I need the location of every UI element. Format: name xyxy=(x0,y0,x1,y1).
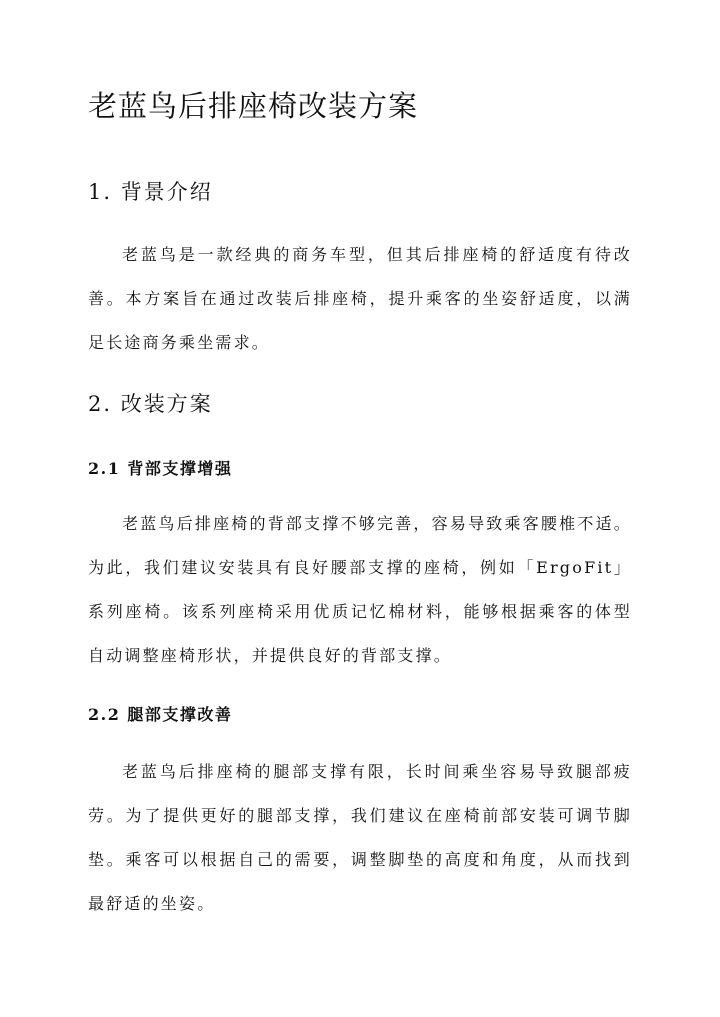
subsection-heading-leg-support: 2.2 腿部支撑改善 xyxy=(88,705,233,724)
section-body-background: 老蓝鸟是一款经典的商务车型，但其后排座椅的舒适度有待改善。本方案旨在通过改装后排座椅，提升乘客的坐姿舒适度，以满足长途商务乘坐需求。 xyxy=(88,245,632,352)
section-heading-background: 1. 背景介绍 xyxy=(88,180,213,204)
document-title: 老蓝鸟后排座椅改装方案 xyxy=(88,89,419,123)
section-heading-modification-plan: 2. 改装方案 xyxy=(88,392,213,416)
subsection-body-back-support: 老蓝鸟后排座椅的背部支撑不够完善，容易导致乘客腰椎不适。为此，我们建议安装具有良好腰部支撑的座椅，例如「ErgoFit」系列座椅。该系列座椅采用优质记忆棉材料，能够根据乘客的体型自动调整座椅形状，并提供良好的背部支撑。 xyxy=(88,514,632,665)
subsection-body-leg-support: 老蓝鸟后排座椅的腿部支撑有限，长时间乘坐容易导致腿部疲劳。为了提供更好的腿部支撑，我们建议在座椅前部安装可调节脚垫。乘客可以根据自己的需要，调整脚垫的高度和角度，从而找到最舒适的坐姿。 xyxy=(88,762,632,913)
subsection-heading-back-support: 2.1 背部支撑增强 xyxy=(88,459,233,478)
